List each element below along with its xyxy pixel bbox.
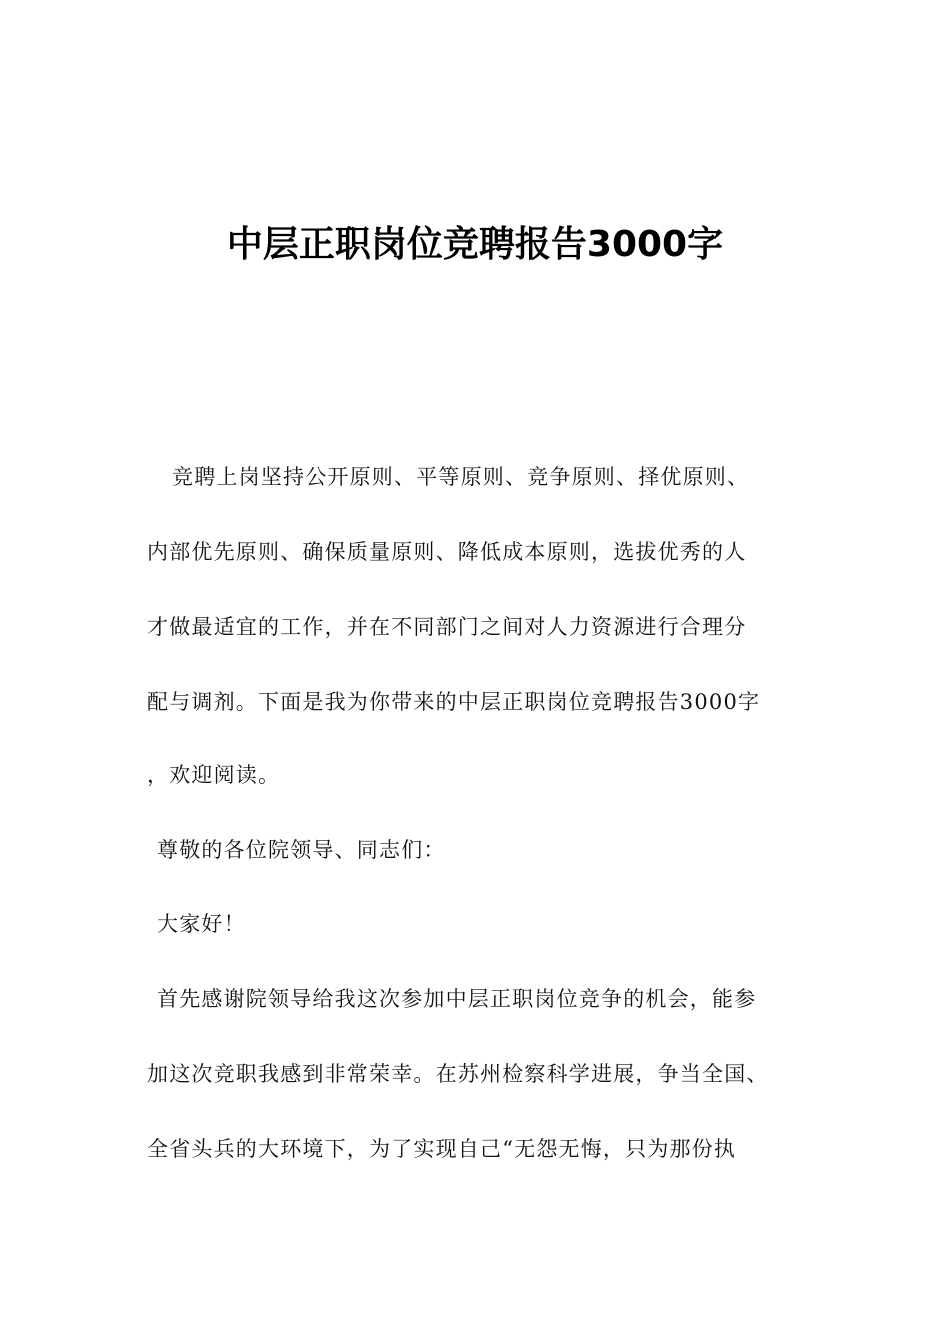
document-title: 中层正职岗位竞聘报告3000字 bbox=[226, 224, 724, 265]
paragraph-line: 才做最适宜的工作，并在不同部门之间对人力资源进行合理分 bbox=[147, 615, 747, 639]
salutation: 尊敬的各位院领导、同志们： bbox=[157, 838, 446, 862]
greeting: 大家好！ bbox=[157, 912, 246, 936]
paragraph-line: 内部优先原则、确保质量原则、降低成本原则，选拔优秀的人 bbox=[147, 540, 747, 564]
paragraph-line: 加这次竞职我感到非常荣幸。在苏州检察科学进展，争当全国、 bbox=[147, 1062, 769, 1086]
paragraph-line: 竞聘上岗坚持公开原则、平等原则、竞争原则、择优原则、 bbox=[172, 465, 750, 489]
paragraph-line: 配与调剂。下面是我为你带来的中层正职岗位竞聘报告3000字 bbox=[147, 690, 761, 714]
paragraph-line: ，欢迎阅读。 bbox=[147, 763, 281, 787]
paragraph-line: 全省头兵的大环境下，为了实现自己“无怨无悔，只为那份执 bbox=[147, 1137, 737, 1161]
paragraph-line: 首先感谢院领导给我这次参加中层正职岗位竞争的机会，能参 bbox=[157, 987, 757, 1011]
